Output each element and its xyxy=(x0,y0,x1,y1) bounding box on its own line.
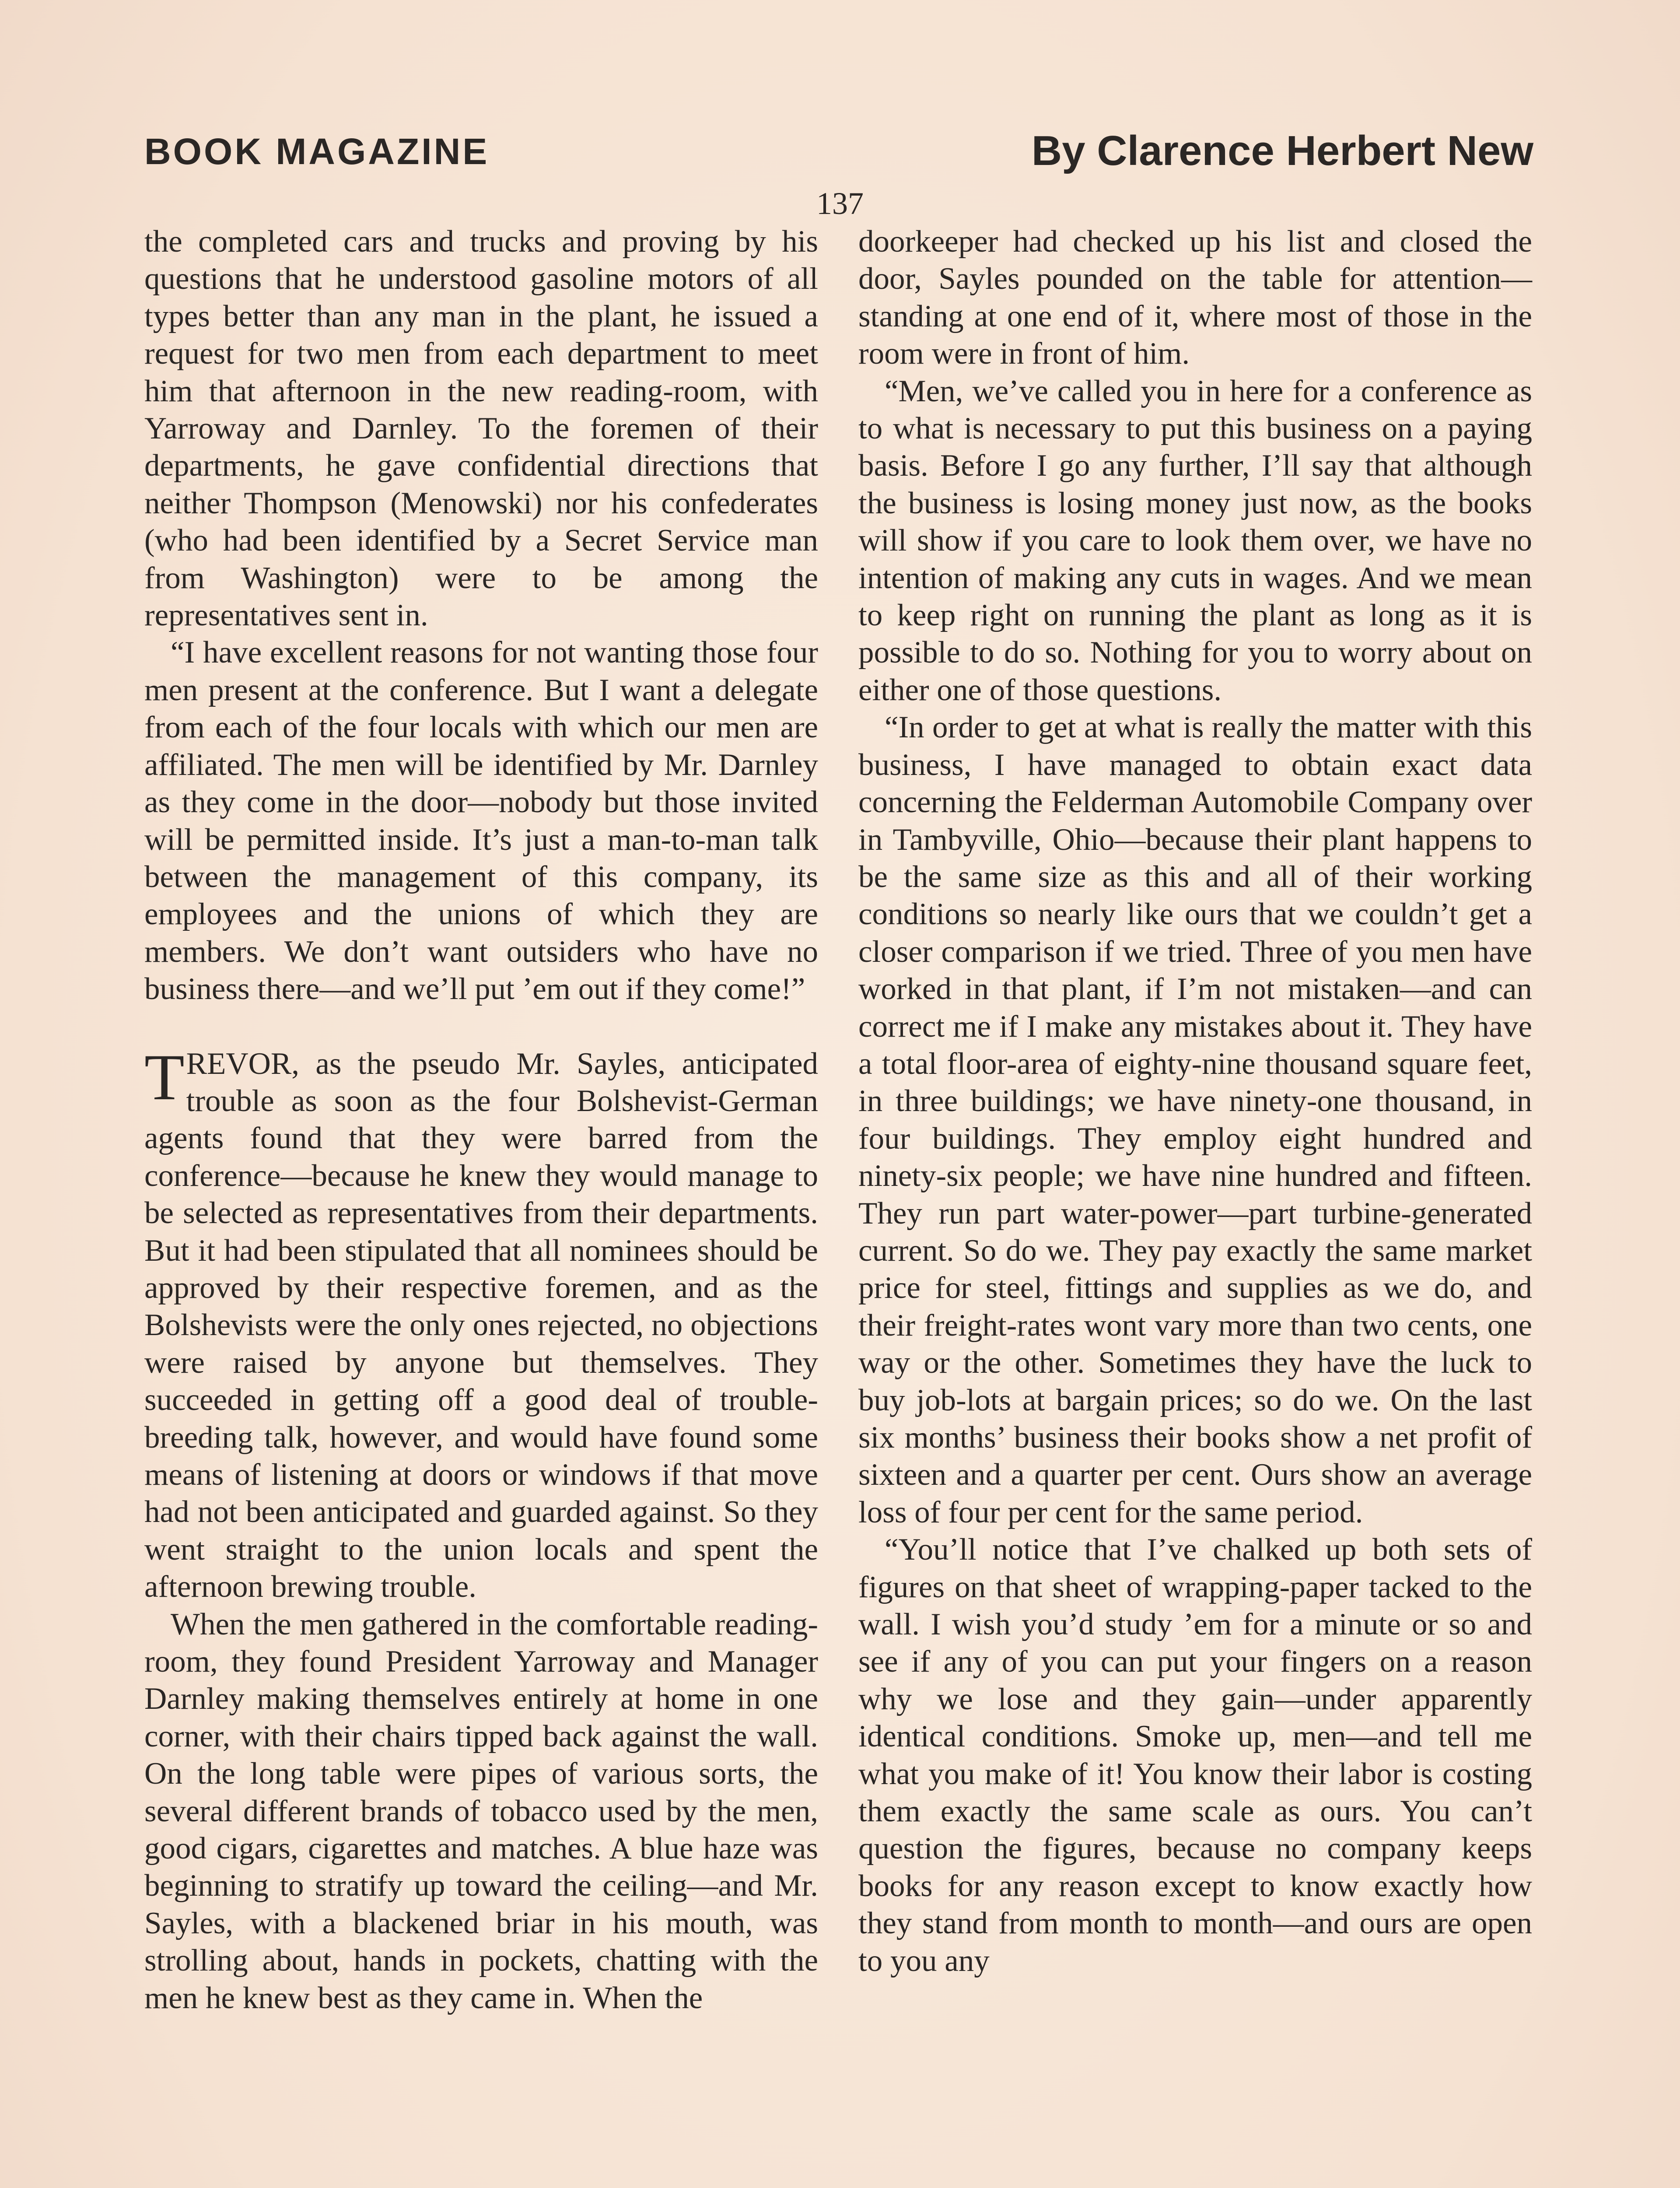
paragraph: “I have excellent reasons for not wanting those four men present at the conference. But I want a delegate from each of the four locals with which our men are affiliated. The men will be identified by Mr. Darnley as they come in the door—nobody but those invited will be permitted inside. It’s just a man-to-man talk between the management of this company, its employees and the unions of which they are members. We don’t want outsiders who have no business there—and we’ll put ’em out if they come!” xyxy=(144,635,818,1006)
paragraph: “Men, we’ve called you in here for a conference as to what is necessary to put this business on a paying basis. Before I go any further, I’ll say that although the business is losing money just now, as the books will show if you care to look them over, we have no intention of making any cuts in wages. And we mean to keep right on running the plant as long as it is possible to do so. Nothing for you to worry about on either one of those questions. xyxy=(858,374,1532,707)
magazine-title: BOOK MAGAZINE xyxy=(144,131,490,172)
paragraph: the completed cars and trucks and proving by his questions that he understood gasoline motors of all types better than any man in the plant, he issued a request for two men from each department to meet him that afternoon in the new reading-room, with Yarroway and Darnley. To the foremen of their departments, he gave confidential directions that neither Thompson (Menowski) nor his confederates (who had been identified by a Secret Service man from Washington) were to be among the representatives sent in. xyxy=(144,224,818,633)
author-byline: By Clarence Herbert New xyxy=(1031,127,1533,174)
paragraph: “In order to get at what is really the matter with this business, I have managed to obtain exact data concerning the Felderman Automobile Company over in Tambyville, Ohio—because their plant happens to be the same size as this and all of their working conditions so nearly like ours that we couldn’t get a closer comparison if we tried. Three of you men have worked in that plant, if I’m not mistaken—and can correct me if I make any mistakes about it. They have a total floor-area of eighty-nine thousand square feet, in three buildings; we have ninety-one thousand, in four buildings. They employ eight hundred and ninety-six people; we have nine hundred and fifteen. They run part water-power—part turbine-generated current. So do we. They pay exactly the same market price for steel, fittings and supplies as we do, and their freight-rates wont vary more than two cents, one way or the other. Sometimes they have the luck to buy job-lots at bargain prices; so do we. On the last six months’ business their books show a net profit of sixteen and a quarter per cent. Ours show an average loss of four per cent for the same period. xyxy=(858,710,1532,1529)
paragraph: “You’ll notice that I’ve chalked up both sets of figures on that sheet of wrapping-paper tacked to the wall. I wish you’d study ’em for a minute or so and see if any of you can put your fingers on a reason why we lose and they gain—under apparently identical conditions. Smoke up, men—and tell me what you make of it! You know their labor is costing them exactly the same scale as ours. You can’t question the figures, because no company keeps books for any reason except to know exactly how they stand from month to month—and ours are open to you any xyxy=(858,1532,1532,1978)
paragraph-drop-cap: TREVOR, as the pseudo Mr. Sayles, anticipated trouble as soon as the four Bolshevist-German agents found that they were barred from the conference—because he knew they would manage to be selected as representatives from their departments. But it had been stipulated that all nominees should be approved by their respective foremen, and as the Bolshevists were the only ones rejected, no objections were raised by anyone but themselves. They succeeded in getting off a good deal of trouble-breeding talk, however, and would have found some means of listening at doors or windows if that move had not been anticipated and guarded against. So they went straight to the union locals and spent the afternoon brewing trouble. xyxy=(144,1041,818,1604)
left-column xyxy=(144,223,818,2017)
paragraph: When the men gathered in the comfortable reading-room, they found President Yarroway and Manager Darnley making themselves entirely at home in one corner, with their chairs tipped back against the wall. On the long table were pipes of various sorts, the several different brands of tobacco used by the men, good cigars, cigarettes and matches. A blue haze was beginning to stratify up toward the ceiling—and Mr. Sayles, with a blackened briar in his mouth, was strolling about, hands in pockets, chatting with the men he knew best as they came in. When the xyxy=(144,1607,818,2015)
paragraph: doorkeeper had checked up his list and closed the door, Sayles pounded on the table for attention—standing at one end of it, where most of those in the room were in front of him. xyxy=(858,224,1532,371)
right-column xyxy=(858,223,1532,1980)
page-number: 137 xyxy=(816,186,864,221)
